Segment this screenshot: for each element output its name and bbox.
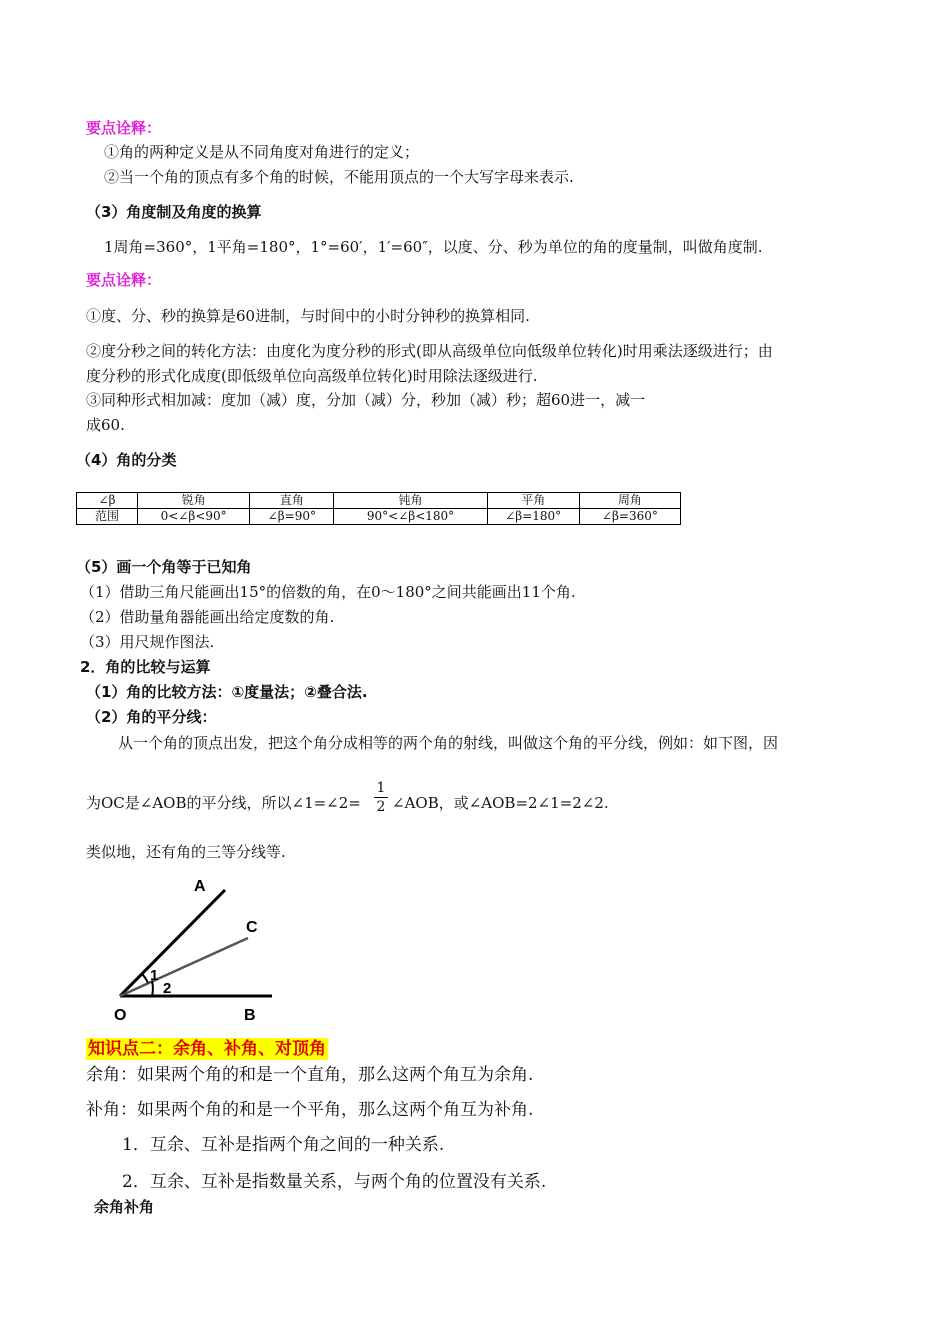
list-item: （1）借助三角尺能画出15°的倍数的角，在0～180°之间共能画出11个角. xyxy=(80,583,576,601)
paragraph: 从一个角的顶点出发，把这个角分成相等的两个角的射线，叫做这个角的平分线，例如：如下图，因 xyxy=(118,734,779,752)
knowledge-point-title: 知识点二：余角、补角、对顶角 xyxy=(88,1039,326,1059)
ray-oa xyxy=(120,890,225,996)
subheading: 余角补角 xyxy=(94,1198,155,1216)
label-o: O xyxy=(114,1007,127,1024)
subheading: （1）角的比较方法：①度量法；②叠合法. xyxy=(86,683,368,701)
label-angle-2: 2 xyxy=(163,980,172,997)
table-cell: 0<∠β<90° xyxy=(138,509,250,525)
note-item: ②当一个角的顶点有多个角的时候，不能用顶点的一个大写字母来表示. xyxy=(104,168,574,186)
definition: 补角：如果两个角的和是一个平角，那么这两个角互为补角. xyxy=(86,1100,534,1120)
note-item: 1．互余、互补是指两个角之间的一种关系. xyxy=(122,1135,445,1155)
section-heading: （5）画一个角等于已知角 xyxy=(76,558,252,576)
fraction xyxy=(374,780,388,816)
paragraph: 成60. xyxy=(86,416,125,434)
table-cell: 周角 xyxy=(579,493,680,509)
arc-angle-1 xyxy=(142,974,148,983)
label-b: B xyxy=(244,1007,256,1024)
table-cell: 范围 xyxy=(77,509,138,525)
paragraph: ①度、分、秒的换算是60进制，与时间中的小时分钟秒的换算相同. xyxy=(86,307,530,325)
section-heading: （3）角度制及角度的换算 xyxy=(86,203,262,221)
note-item: 2．互余、互补是指数量关系，与两个角的位置没有关系. xyxy=(122,1172,547,1192)
section-heading: 2．角的比较与运算 xyxy=(80,658,211,676)
table-cell: ∠β=180° xyxy=(487,509,579,525)
angle-bisector-figure xyxy=(100,868,300,1028)
table-cell: ∠β=90° xyxy=(250,509,334,525)
formula-text: ∠AOB，或∠AOB=2∠1=2∠2. xyxy=(392,794,609,812)
paragraph: ③同种形式相加减：度加（减）度，分加（减）分，秒加（减）秒；超60进一，减一 xyxy=(86,391,646,409)
ray-oc xyxy=(120,938,248,996)
table-cell: 平角 xyxy=(487,493,579,509)
list-item: （3）用尺规作图法. xyxy=(80,633,215,651)
table-row xyxy=(77,509,681,525)
label-a: A xyxy=(194,878,206,895)
paragraph: 1周角=360°，1平角=180°，1°=60′，1′=60″，以度、分、秒为单位的角的度量制，叫做角度制. xyxy=(104,238,763,256)
paragraph: 类似地，还有角的三等分线等. xyxy=(86,843,286,861)
table-cell: 90°<∠β<180° xyxy=(334,509,487,525)
label-angle-1: 1 xyxy=(150,967,159,984)
label-c: C xyxy=(246,919,258,936)
formula-text: 为OC是∠AOB的平分线，所以∠1=∠2= xyxy=(86,794,361,812)
table-row xyxy=(77,493,681,509)
note-item: ①角的两种定义是从不同角度对角进行的定义； xyxy=(104,143,420,161)
paragraph: ②度分秒之间的转化方法：由度化为度分秒的形式(即从高级单位向低级单位转化)时用乘法逐级进行；由 xyxy=(86,342,773,360)
table-cell: ∠β=360° xyxy=(579,509,680,525)
section-heading: （4）角的分类 xyxy=(76,451,177,469)
note-title: 要点诠释： xyxy=(86,119,162,137)
list-item: （2）借助量角器能画出给定度数的角. xyxy=(80,608,335,626)
definition: 余角：如果两个角的和是一个直角，那么这两个角互为余角. xyxy=(86,1065,534,1085)
fraction-numerator: 1 xyxy=(376,780,386,796)
table-cell: 直角 xyxy=(250,493,334,509)
table-cell: 钝角 xyxy=(334,493,487,509)
note-title: 要点诠释： xyxy=(86,271,162,289)
table-cell: ∠β xyxy=(77,493,138,509)
fraction-denominator: 2 xyxy=(376,799,386,815)
angle-classification-table xyxy=(76,492,681,525)
subheading: （2）角的平分线： xyxy=(86,708,217,726)
paragraph: 度分秒的形式化成度(即低级单位向高级单位转化)时用除法逐级进行. xyxy=(86,367,538,385)
table-cell: 锐角 xyxy=(138,493,250,509)
